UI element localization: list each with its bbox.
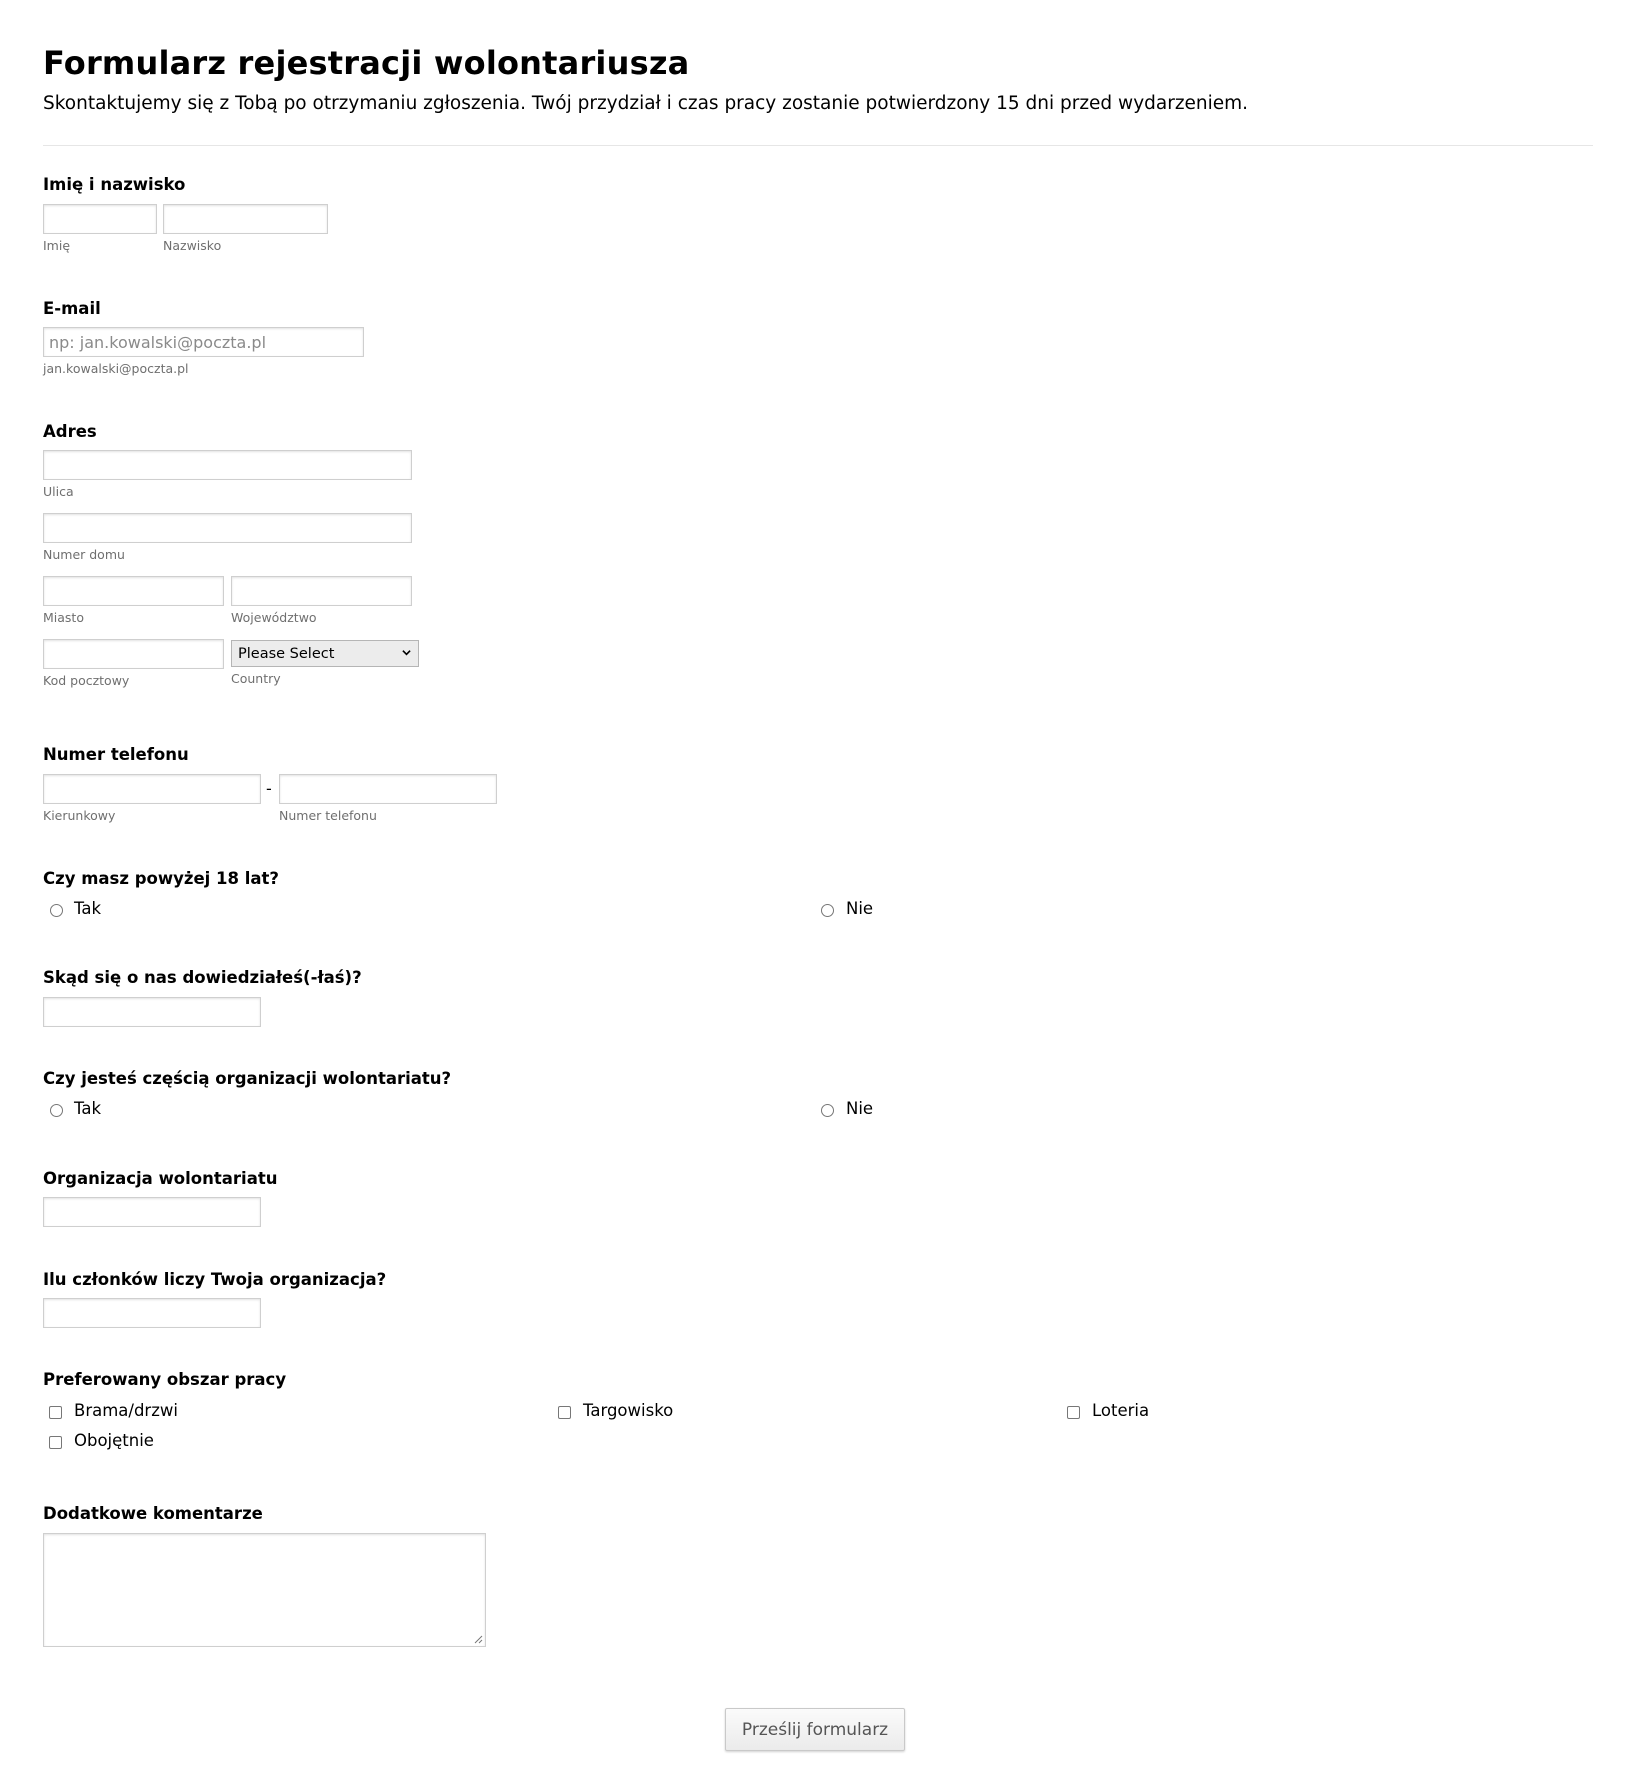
country-selected-value: Please Select [238,645,335,662]
house-number-input[interactable] [43,513,412,543]
street-input[interactable] [43,450,412,480]
email-sublabel: jan.kowalski@poczta.pl [43,361,189,376]
adult-label: Czy masz powyżej 18 lat? [43,869,280,888]
adult-no-radio[interactable] [821,904,834,917]
adult-yes-radio[interactable] [50,904,63,917]
work-area-gate-checkbox[interactable] [49,1406,62,1419]
email-input[interactable] [43,327,364,357]
chevron-down-icon [402,648,411,657]
work-area-lottery-checkbox[interactable] [1067,1406,1080,1419]
form-subtitle: Skontaktujemy się z Tobą po otrzymaniu zgłoszenia. Twój przydział i czas pracy zostanie potwierdzony 15 dni przed wydarzeniem. [43,93,1249,114]
org-name-input[interactable] [43,1197,261,1227]
org-member-no-radio[interactable] [821,1104,834,1117]
address-label: Adres [43,422,97,441]
header-divider [43,145,1593,146]
state-input[interactable] [231,576,412,606]
street-sublabel: Ulica [43,484,74,499]
referral-input[interactable] [43,997,261,1027]
first-name-sublabel: Imię [43,238,71,253]
work-area-label: Preferowany obszar pracy [43,1370,287,1389]
country-select[interactable] [231,640,419,667]
form-title: Formularz rejestracji wolontariusza [43,44,690,82]
city-sublabel: Miasto [43,610,84,625]
last-name-sublabel: Nazwisko [163,238,222,253]
referral-label: Skąd się o nas dowiedziałeś(-łaś)? [43,968,362,987]
zip-input[interactable] [43,639,224,669]
org-size-label: Ilu członków liczy Twoja organizacja? [43,1270,387,1289]
adult-no-label[interactable]: Nie [846,899,874,918]
work-area-any-checkbox[interactable] [49,1436,62,1449]
email-label: E-mail [43,299,101,318]
name-label: Imię i nazwisko [43,175,186,194]
state-sublabel: Województwo [231,610,317,625]
phone-label: Numer telefonu [43,745,189,764]
work-area-lottery-label[interactable]: Loteria [1092,1401,1150,1420]
house-number-sublabel: Numer domu [43,547,125,562]
org-member-yes-radio[interactable] [50,1104,63,1117]
work-area-market-label[interactable]: Targowisko [583,1401,674,1420]
org-member-label: Czy jesteś częścią organizacji wolontariatu? [43,1069,452,1088]
phone-number-input[interactable] [279,774,497,804]
city-input[interactable] [43,576,224,606]
zip-sublabel: Kod pocztowy [43,673,130,688]
last-name-input[interactable] [163,204,328,234]
comments-label: Dodatkowe komentarze [43,1504,263,1523]
org-size-input[interactable] [43,1298,261,1328]
submit-button[interactable]: Prześlij formularz [725,1708,905,1751]
work-area-any-label[interactable]: Obojętnie [74,1431,154,1450]
org-member-no-label[interactable]: Nie [846,1099,874,1118]
org-name-label: Organizacja wolontariatu [43,1169,278,1188]
country-sublabel: Country [231,671,281,686]
comments-textarea[interactable] [43,1533,486,1647]
area-code-sublabel: Kierunkowy [43,808,116,823]
area-code-input[interactable] [43,774,261,804]
phone-number-sublabel: Numer telefonu [279,808,377,823]
org-member-yes-label[interactable]: Tak [74,1099,102,1118]
first-name-input[interactable] [43,204,157,234]
adult-yes-label[interactable]: Tak [74,899,102,918]
work-area-gate-label[interactable]: Brama/drzwi [74,1401,178,1420]
resize-grip-icon[interactable] [474,1635,483,1644]
work-area-market-checkbox[interactable] [558,1406,571,1419]
phone-separator: - [266,779,272,798]
